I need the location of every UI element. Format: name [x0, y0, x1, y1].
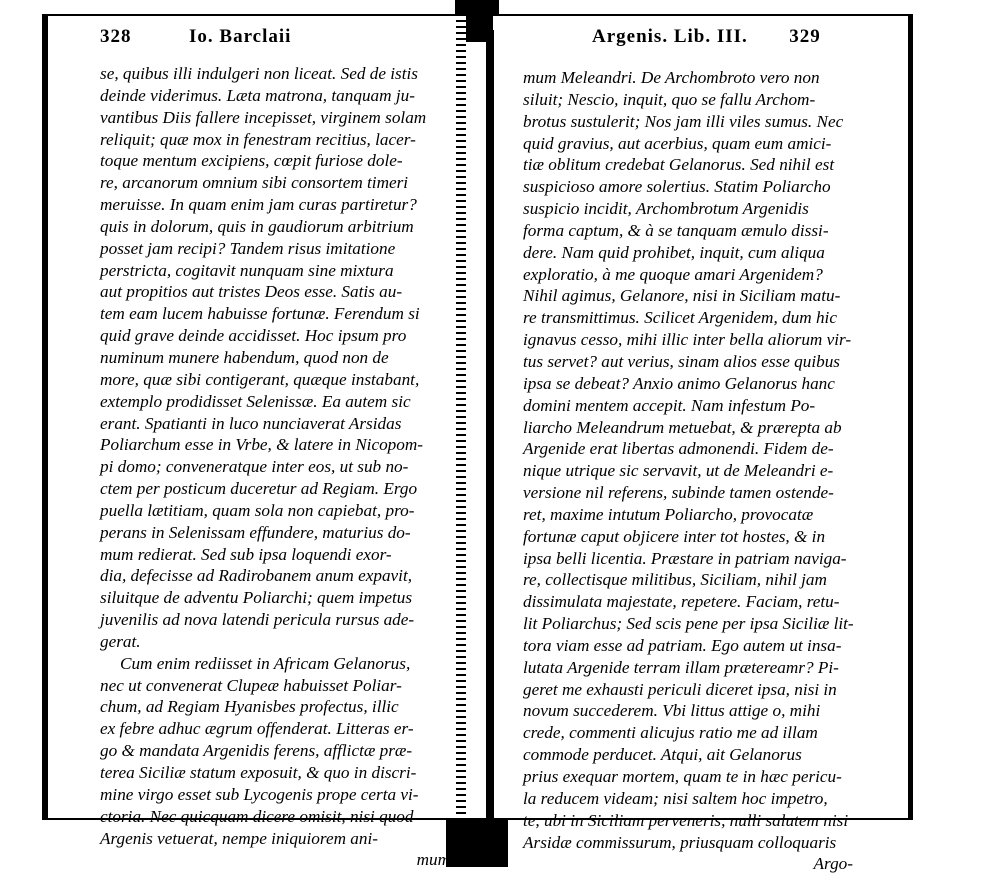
- text-line: toque mentum excipiens, cœpit furiose dole-: [100, 151, 403, 171]
- text-line: juvenilis ad nova latendi pericula rursus ade-: [100, 610, 415, 630]
- right-running-head: Argenis. Lib. III.: [592, 26, 748, 47]
- text-line: re, collectisque militibus, Siciliam, nihil jam: [523, 570, 827, 590]
- right-page-header: [592, 26, 821, 48]
- text-line: extemplo prodidisset Selenissæ. Ea autem sic: [100, 391, 411, 411]
- text-line: prius exequar mortem, quam te in hæc pericu-: [523, 767, 842, 786]
- text-line: re transmittimus. Scilicet Argenidem, dum hic: [523, 308, 837, 328]
- text-line: quid grave deinde accidisset. Hoc ipsum pro: [100, 326, 407, 346]
- text-line: dere. Nam quid prohibet, inquit, cum aliqua: [523, 242, 825, 262]
- text-line: dissimulata majestate, repetere. Faciam, retu-: [523, 592, 840, 612]
- text-line: tiæ oblitum credebat Gelanorus. Sed nihil est: [523, 155, 835, 175]
- text-line: versione nil referens, subinde tamen ostende-: [523, 483, 834, 503]
- left-page-header: [100, 26, 291, 48]
- text-line: ipsa belli licentia. Præstare in patriam naviga-: [523, 548, 847, 568]
- text-line: nec ut convenerat Clupeæ habuisset Poliar-: [100, 675, 402, 695]
- catchword: mum: [416, 850, 450, 870]
- text-line: quis in dolorum, quis in gaudiorum arbitrium: [100, 216, 414, 236]
- text-line: ret, maxime intutum Poliarcho, provocatæ: [523, 504, 814, 524]
- text-line: erant. Spatianti in luco nunciaverat Arsidas: [100, 413, 402, 433]
- text-line: Cum enim rediisset in Africam Gelanorus,: [120, 653, 411, 673]
- text-line: tora viam esse ad patriam. Ego autem ut insa-: [523, 635, 842, 655]
- text-line: siluitque de adventu Poliarchi; quem impetus: [100, 588, 413, 608]
- text-line: pi domo; conveneratque inter eos, ut sub no-: [100, 457, 409, 477]
- text-line: ignavus cesso, mihi illic inter bella aliorum vir-: [523, 330, 852, 350]
- text-line: more, quæ sibi contigerant, quæque instabant,: [100, 369, 420, 389]
- text-line: mum Meleandri. De Archombroto vero non: [523, 68, 820, 87]
- text-line: lutata Argenide terram illam prætereamr? Pi-: [523, 657, 839, 677]
- text-line: chum, ad Regiam Hyanisbes profectus, illic: [100, 697, 399, 717]
- text-line: perstricta, cogitavit nunquam sine mixtura: [100, 260, 394, 280]
- text-line: reliquit; quæ mox in fenestram recitius, lacer-: [100, 129, 416, 149]
- text-line: commode perducet. Atqui, ait Gelanorus: [523, 745, 802, 765]
- text-line: ipsa se debeat? Anxio animo Gelanorus hanc: [523, 373, 835, 393]
- book-spine-bottom: [446, 818, 508, 867]
- text-line: se, quibus illi indulgeri non liceat. Sed de istis: [100, 64, 418, 83]
- text-line: fortunæ caput objicere inter tot hostes, & in: [523, 526, 826, 546]
- text-line: crede, commenti alicujus ratio me ad illam: [523, 723, 818, 743]
- text-line: dia, defecisse ad Radirobanem anum expavit,: [100, 566, 413, 586]
- text-line: brotus sustulerit; Nos jam illi viles sumus. Nec: [523, 111, 844, 131]
- text-line: liarcho Meleandrum metuebat, & prærepta ab: [523, 417, 842, 437]
- text-line: mine virgo esset sub Lycogenis prope certa vi-: [100, 784, 419, 804]
- text-line: ex febre adhuc ægrum offenderat. Litteras er-: [100, 719, 414, 739]
- left-running-head: Io. Barclaii: [189, 26, 292, 47]
- text-line: go & mandata Argenidis ferens, afflictæ præ-: [100, 741, 413, 761]
- text-line: la reducem videam; nisi saltem hoc impetro,: [523, 788, 828, 808]
- text-line: nique utrique sic servavit, ut de Meleandri e-: [523, 461, 834, 481]
- text-line: quid gravius, aut acerbius, quam eum amici-: [523, 133, 832, 153]
- text-line: domini mentem accepit. Nam infestum Po-: [523, 395, 816, 415]
- right-page-text: [523, 67, 853, 875]
- text-line: tus servet? aut verius, sinam alios esse quibus: [523, 351, 840, 371]
- text-line: suspicio incidit, Archombrotum Argenidis: [523, 199, 809, 219]
- text-line: Argenide erat libertas admonendi. Fidem de-: [523, 439, 834, 459]
- text-line: aut propitios aut tristes Deos esse. Satis au-: [100, 282, 403, 302]
- left-page-text: [100, 63, 450, 871]
- text-line: forma captum, & à se tanquam æmulo dissi-: [523, 220, 829, 240]
- text-line: meruisse. In quam enim jam curas partiretur?: [100, 195, 417, 215]
- text-line: vantibus Diis fallere incepisset, virginem solam: [100, 107, 427, 127]
- text-line: perans in Selenissam effundere, maturius do-: [100, 522, 411, 542]
- text-line: deinde viderimus. Læta matrona, tanquam ju-: [100, 85, 415, 105]
- text-line: exploratio, à me quoque amari Argenidem?: [523, 264, 823, 284]
- gutter-shadow-right: [486, 30, 494, 820]
- text-line: mum redierat. Sed sub ipsa loquendi exor-: [100, 544, 392, 564]
- text-line: posset jam recipi? Tandem risus imitatione: [100, 238, 396, 258]
- left-page-number: 328: [100, 26, 132, 47]
- text-line: Argenis vetuerat, nempe iniquiorem ani-: [100, 828, 378, 848]
- text-line: suspicioso amore solertius. Statim Poliarcho: [523, 177, 831, 197]
- text-line: gerat.: [100, 631, 141, 651]
- text-line: te, ubi in Siciliam perveneris, nulli salutem nisi: [523, 810, 849, 830]
- text-line: geret me exhausti periculi diceret ipsa, nisi in: [523, 679, 837, 699]
- text-line: numinum munere habendum, quod non de: [100, 347, 389, 367]
- text-line: Arsidæ commissurum, priusquam colloquaris: [523, 832, 837, 852]
- text-line: novum succederem. Vbi littus attige o, mihi: [523, 701, 821, 721]
- catchword: Argo-: [813, 854, 853, 874]
- text-line: Poliarchum esse in Vrbe, & latere in Nicopom-: [100, 435, 424, 455]
- text-line: puella lætitiam, quam sola non capiebat, pro-: [100, 500, 415, 520]
- text-line: Nihil agimus, Gelanore, nisi in Siciliam matu-: [523, 286, 841, 306]
- text-line: siluit; Nescio, inquit, quo se fallu Archom-: [523, 89, 816, 109]
- text-line: re, arcanorum omnium sibi consortem timeri: [100, 173, 409, 193]
- text-line: ctoria. Nec quicquam dicere omisit, nisi quod: [100, 806, 414, 826]
- text-line: ctem per posticum duceretur ad Regiam. Ergo: [100, 479, 418, 499]
- gutter-shadow-left: [456, 14, 466, 820]
- text-line: lit Poliarchus; Sed scis pene per ipsa Siciliæ lit-: [523, 614, 854, 634]
- right-page-number: 329: [789, 26, 821, 47]
- text-line: tem eam lucem habuisse fortunæ. Ferendum si: [100, 304, 420, 324]
- text-line: terea Siciliæ statum exposuit, & quo in discri-: [100, 763, 417, 782]
